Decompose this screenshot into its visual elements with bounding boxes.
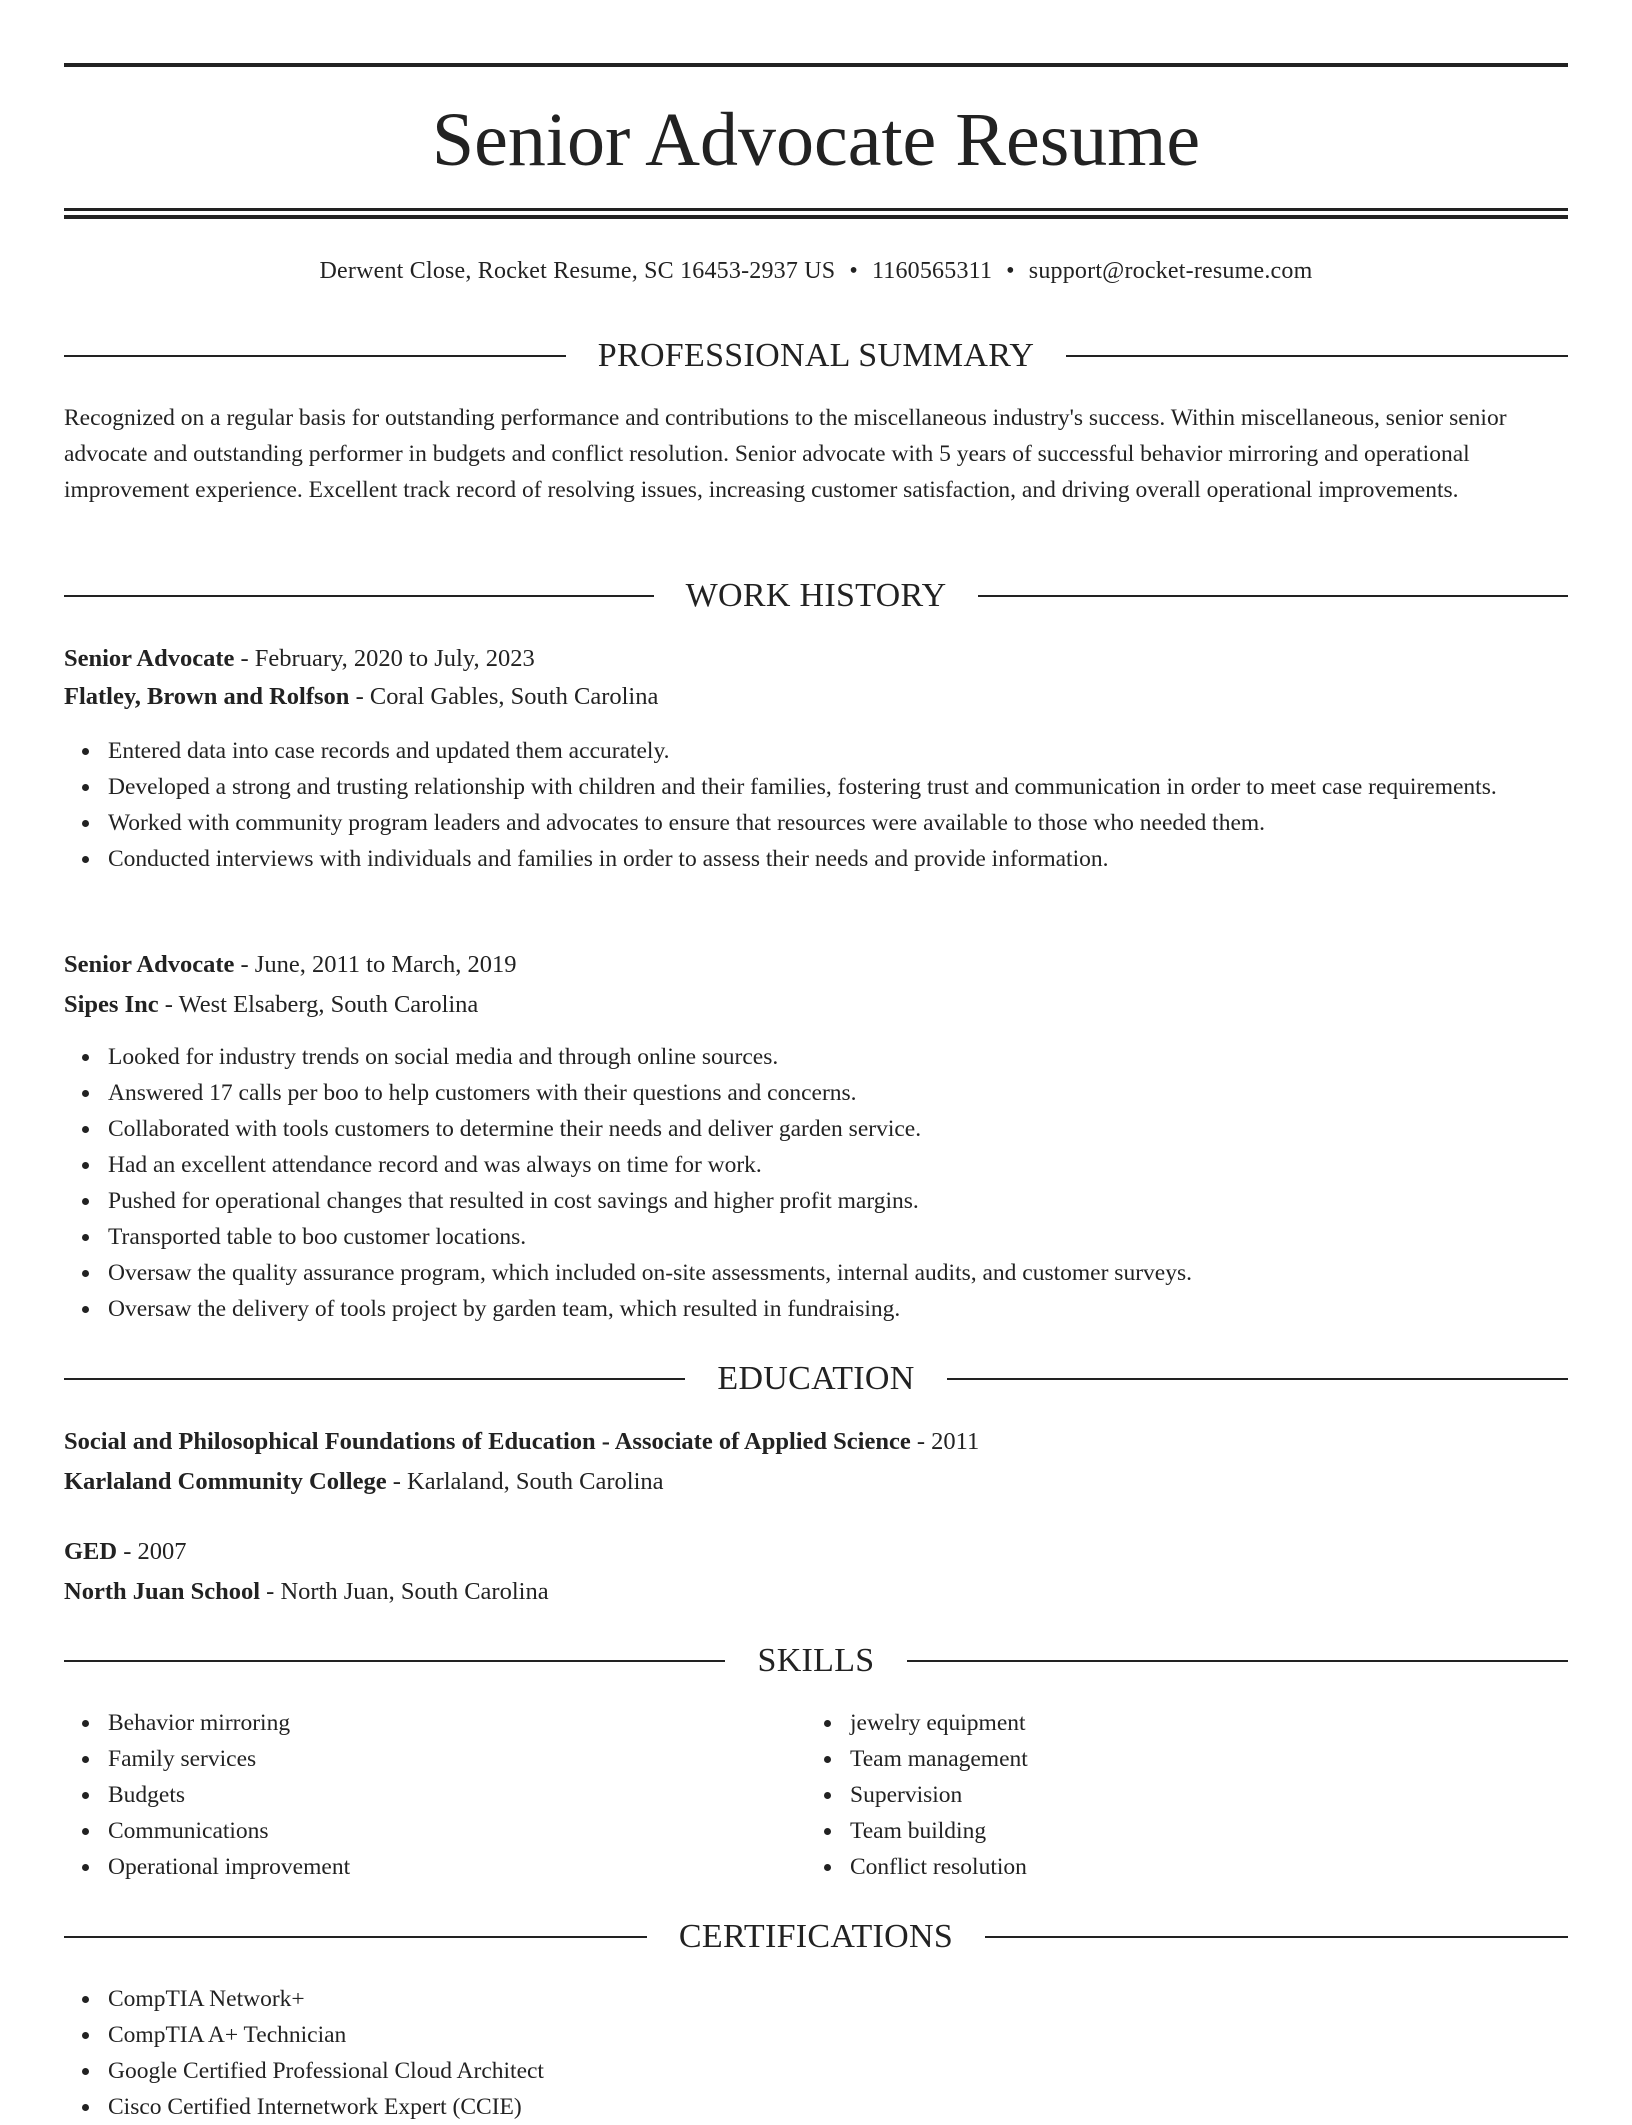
skill-item: Communications: [108, 1813, 808, 1849]
contact-line: [64, 254, 1568, 288]
job-company-line: [64, 987, 1568, 1023]
education-degree-line: [64, 1534, 1568, 1570]
contact-phone: 1160565311: [871, 258, 993, 284]
education-school: North Juan School: [64, 1578, 261, 1605]
section-title: SKILLS: [757, 1642, 875, 1679]
summary-text: Recognized on a regular basis for outstanding performance and contributions to the miscellaneous industry's success. Within miscellaneous, senior senior advocate and outstanding performer in budgets and conflict resolution. Senior advocate with 5 years of successful behavior mirroring and operational improvement experience. Excellent track record of resolving issues, increasing customer satisfaction, and driving overall operational improvements.: [64, 405, 1507, 503]
list-item: Oversaw the quality assurance program, which included on-site assessments, internal audits, and customer surveys.: [108, 1255, 1612, 1291]
section-title: WORK HISTORY: [685, 577, 947, 614]
contact-email: support@rocket-resume.com: [1028, 258, 1313, 284]
certifications-list: [64, 1981, 1612, 2125]
certification-item: Cisco Certified Internetwork Expert (CCIE): [108, 2089, 1612, 2125]
job-dates: - June, 2011 to March, 2019: [234, 951, 517, 978]
education-location: - North Juan, South Carolina: [260, 1578, 549, 1605]
list-item: Had an excellent attendance record and was always on time for work.: [108, 1147, 1612, 1183]
education-degree-line: [64, 1424, 1568, 1460]
heading-rule: [64, 1936, 647, 1938]
skill-item: Supervision: [850, 1777, 1550, 1813]
section-heading-skills: [64, 1639, 1568, 1683]
contact-address: Derwent Close, Rocket Resume, SC 16453-2937 US: [319, 258, 836, 284]
heading-rule: [947, 1378, 1568, 1380]
education-school: Karlaland Community College: [64, 1468, 387, 1495]
skills-list-right: [806, 1705, 1550, 1885]
list-item: Answered 17 calls per boo to help customers with their questions and concerns.: [108, 1075, 1612, 1111]
education-year: - 2011: [910, 1428, 980, 1455]
job-company: Flatley, Brown and Rolfson: [64, 683, 350, 710]
job-title: Senior Advocate: [64, 645, 235, 672]
resume-title: Senior Advocate Resume: [431, 98, 1201, 182]
skill-item: Conflict resolution: [850, 1849, 1550, 1885]
education-location: - Karlaland, South Carolina: [386, 1468, 664, 1495]
job-title: Senior Advocate: [64, 951, 235, 978]
education-degree: GED: [64, 1538, 118, 1565]
certification-item: CompTIA Network+: [108, 1981, 1612, 2017]
heading-rule: [907, 1660, 1568, 1662]
section-title: PROFESSIONAL SUMMARY: [597, 337, 1035, 374]
job-title-line: [64, 947, 1568, 983]
section-heading-summary: [64, 334, 1568, 378]
list-item: Collaborated with tools customers to determine their needs and deliver garden service.: [108, 1111, 1612, 1147]
heading-rule: [64, 595, 654, 597]
job-company-line: [64, 679, 1568, 715]
skill-item: Operational improvement: [108, 1849, 808, 1885]
skill-item: Behavior mirroring: [108, 1705, 808, 1741]
job-company: Sipes Inc: [64, 991, 159, 1018]
skill-item: Team building: [850, 1813, 1550, 1849]
heading-rule: [1066, 355, 1568, 357]
list-item: Developed a strong and trusting relationship with children and their families, fostering trust and communication in order to meet case requirements.: [108, 769, 1612, 805]
job-bullets: [64, 733, 1612, 877]
heading-rule: [64, 1660, 725, 1662]
contact-separator: •: [1006, 258, 1015, 284]
list-item: Transported table to boo customer locations.: [108, 1219, 1612, 1255]
list-item: Conducted interviews with individuals and families in order to assess their needs and provide information.: [108, 841, 1612, 877]
section-title: CERTIFICATIONS: [678, 1918, 954, 1955]
education-school-line: [64, 1464, 1568, 1500]
list-item: Entered data into case records and updated them accurately.: [108, 733, 1612, 769]
heading-rule: [64, 1378, 685, 1380]
section-heading-education: [64, 1357, 1568, 1401]
certification-item: CompTIA A+ Technician: [108, 2017, 1612, 2053]
certification-item: Google Certified Professional Cloud Architect: [108, 2053, 1612, 2089]
job-location: - West Elsaberg, South Carolina: [158, 991, 479, 1018]
header-top-rule: [64, 63, 1568, 67]
section-heading-work-history: [64, 574, 1568, 618]
list-item: Worked with community program leaders and advocates to ensure that resources were available to those who needed them.: [108, 805, 1612, 841]
job-location: - Coral Gables, South Carolina: [349, 683, 659, 710]
skill-item: Family services: [108, 1741, 808, 1777]
header-double-rule: [64, 208, 1568, 219]
heading-rule: [978, 595, 1568, 597]
skill-item: Budgets: [108, 1777, 808, 1813]
section-heading-certifications: [64, 1915, 1568, 1959]
job-title-line: [64, 641, 1568, 677]
skills-list-left: [64, 1705, 808, 1885]
skill-item: Team management: [850, 1741, 1550, 1777]
contact-separator: •: [849, 258, 858, 284]
job-bullets: [64, 1039, 1612, 1327]
section-title: EDUCATION: [717, 1360, 915, 1397]
skill-item: jewelry equipment: [850, 1705, 1550, 1741]
list-item: Looked for industry trends on social media and through online sources.: [108, 1039, 1612, 1075]
list-item: Pushed for operational changes that resulted in cost savings and higher profit margins.: [108, 1183, 1612, 1219]
heading-rule: [985, 1936, 1568, 1938]
education-school-line: [64, 1574, 1568, 1610]
job-dates: - February, 2020 to July, 2023: [234, 645, 535, 672]
list-item: Oversaw the delivery of tools project by garden team, which resulted in fundraising.: [108, 1291, 1612, 1327]
education-year: - 2007: [117, 1538, 187, 1565]
heading-rule: [64, 355, 566, 357]
education-degree: Social and Philosophical Foundations of Education - Associate of Applied Science: [64, 1428, 911, 1455]
